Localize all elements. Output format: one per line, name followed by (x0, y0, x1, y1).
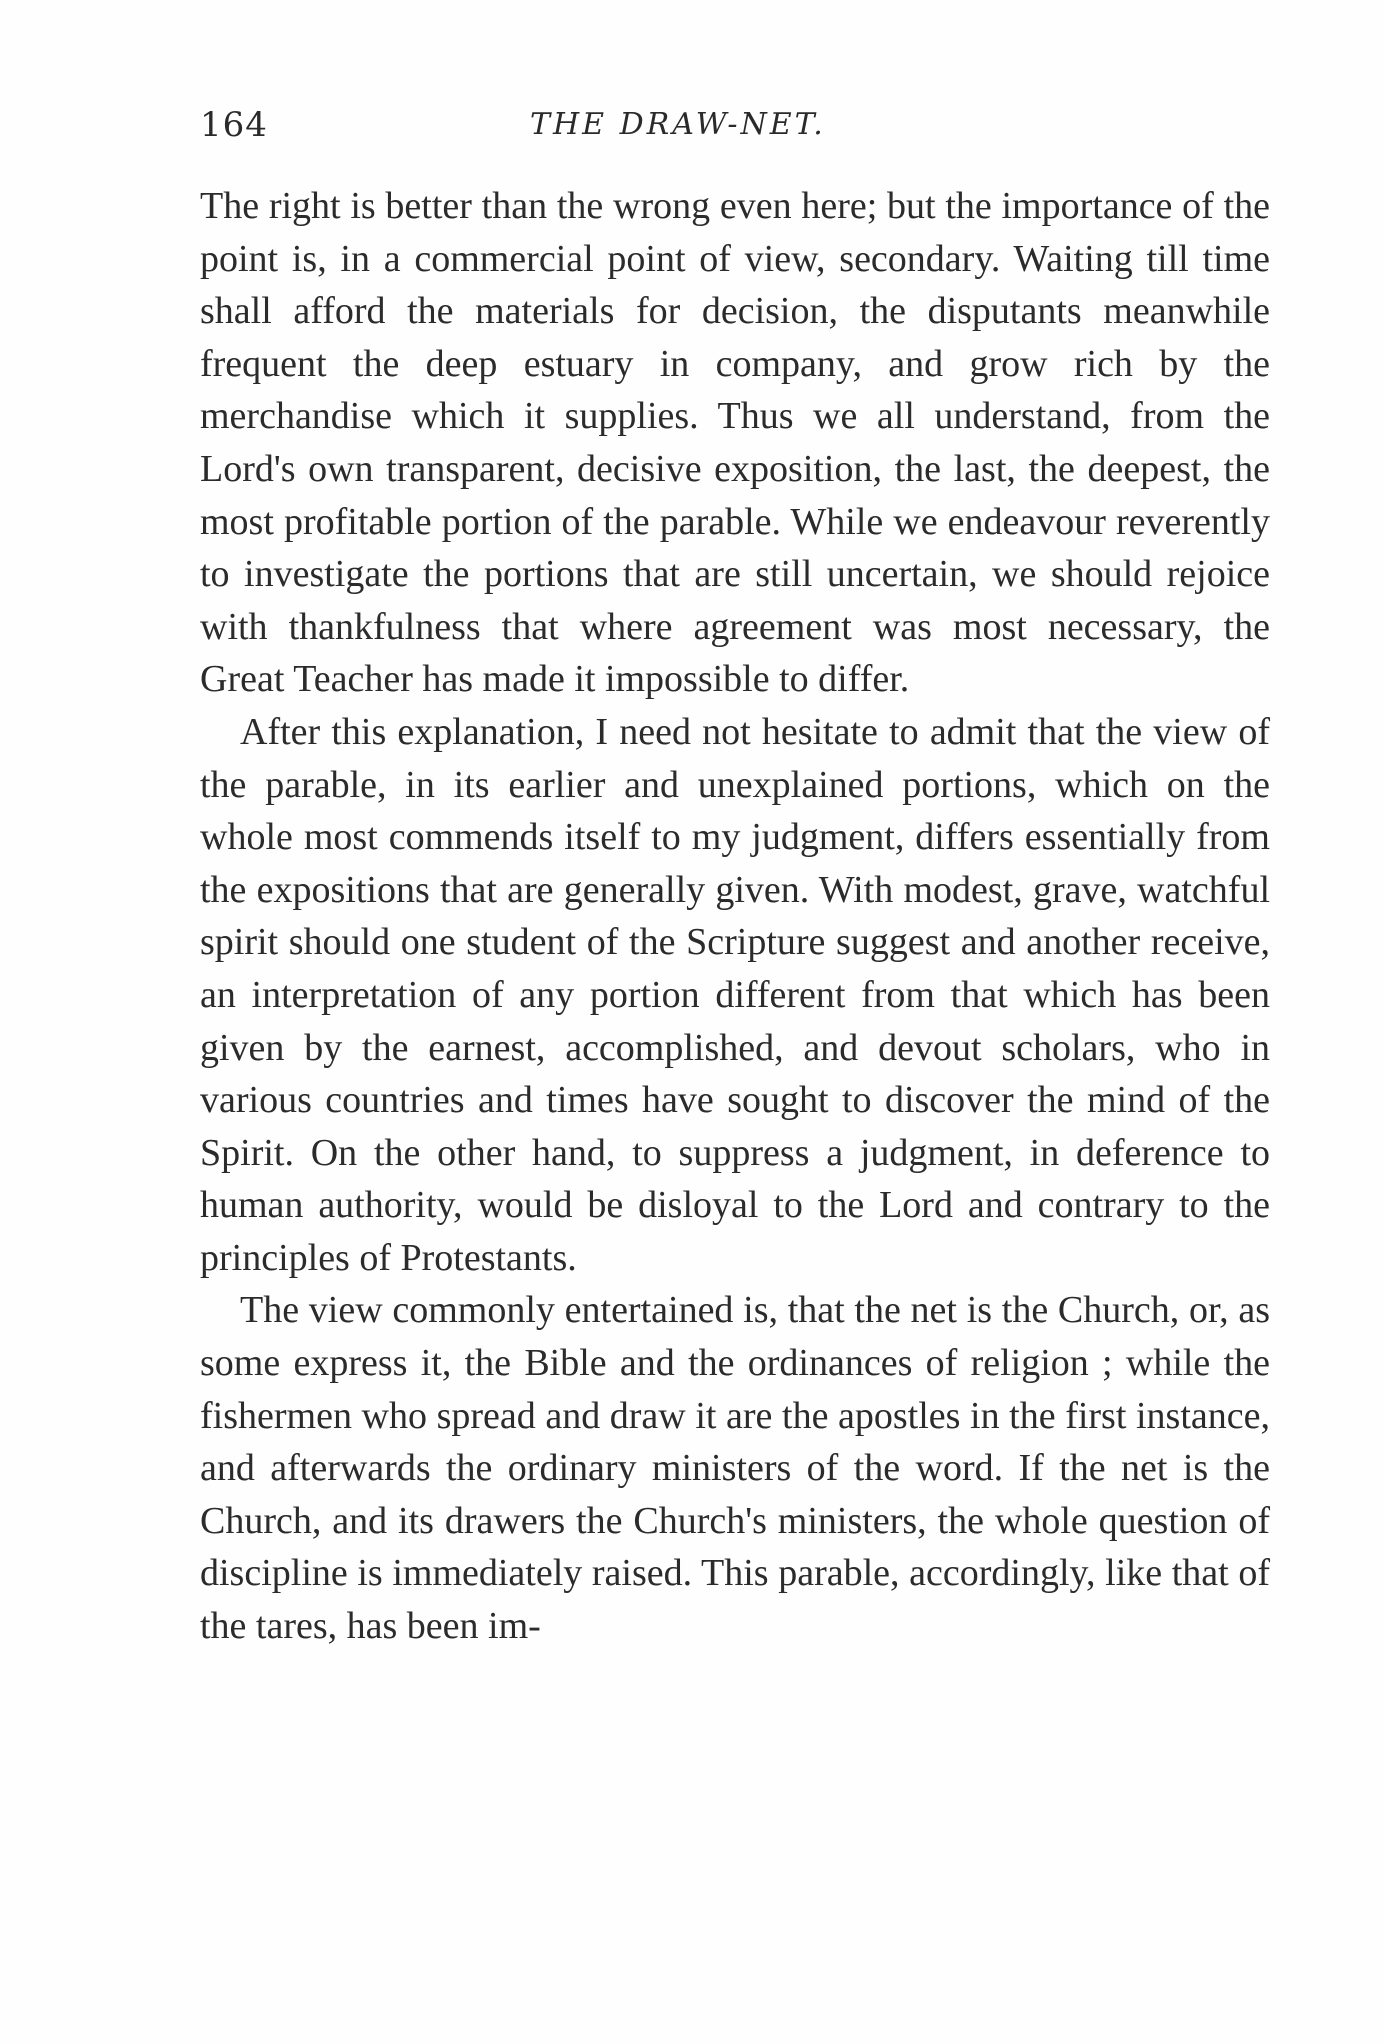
running-head: THE DRAW-NET. (530, 107, 826, 142)
page-number: 164 (200, 105, 268, 145)
paragraph: The view commonly entertained is, that the net is the Church, or, as some express it, the Bible and the ordinances of religion ; while the fishermen who spread and draw it are the apostles in the first instance, and afterwards the ordinary ministers of the word. If the net is the Church, and its drawers the Church's ministers, the whole question of discipline is immediately raised. This parable, accordingly, like that of the tares, has been im- (200, 1289, 1270, 1648)
page-body (200, 180, 1270, 1653)
paragraph: The right is better than the wrong even here; but the importance of the point is, in a commercial point of view, secondary. Waiting till time shall afford the materials for decision, the disputants meanwhile frequent the deep estuary in company, and grow rich by the merchandise which it supplies. Thus we all understand, from the Lord's own transparent, decisive exposition, the last, the deepest, the most profitable portion of the parable. While we endeavour reverently to investigate the portions that are still uncertain, we should rejoice with thankfulness that where agreement was most necessary, the Great Teacher has made it impossible to differ. (200, 185, 1270, 701)
paragraph: After this explanation, I need not hesitate to admit that the view of the parable, in its earlier and unexplained portions, which on the whole most commends itself to my judgment, differs essentially from the expositions that are generally given. With modest, grave, watchful spirit should one student of the Scripture suggest and another receive, an interpretation of any portion different from that which has been given by the earnest, accomplished, and devout scholars, who in various countries and times have sought to discover the mind of the Spirit. On the other hand, to suppress a judgment, in deference to human authority, would be disloyal to the Lord and contrary to the principles of Protestants. (200, 710, 1270, 1279)
page-header (200, 100, 1270, 150)
